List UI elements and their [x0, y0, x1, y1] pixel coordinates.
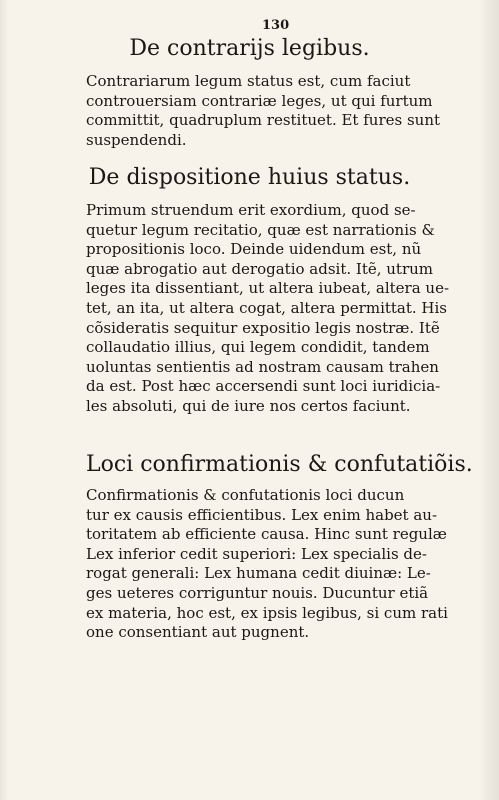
text-line: Primum struendum erit exordium, quod se-	[86, 201, 416, 219]
text-line: tet, an ita, ut altera cogat, altera permittat. His	[86, 298, 448, 317]
text-line: uoluntas sentientis ad nostram causam trahen	[86, 357, 439, 376]
text-line: tur ex causis efficientibus. Lex enim habet au-	[86, 505, 438, 524]
text-line: quæ abrogatio aut derogatio adsit. Itẽ, utrum	[86, 259, 434, 278]
section-heading-disposition: De dispositione huius status.	[88, 165, 411, 190]
text-line: ex materia, hoc est, ex ipsis legibus, si cum rati	[86, 603, 448, 622]
text-line: quetur legum recitatio, quæ est narrationis &	[86, 220, 435, 239]
page-edge-shadow	[479, 0, 499, 800]
text-line: leges ita dissentiant, ut altera iubeat, altera ue-	[86, 279, 450, 298]
text-line: one consentiant aut pugnent.	[86, 623, 310, 642]
section-heading-confirmation: Loci confirmationis & confutatiõis.	[86, 452, 473, 477]
page-number: 130	[262, 18, 290, 33]
paragraph-disposition	[86, 201, 478, 417]
text-line: cõsideratis sequitur expositio legis nostræ. Itẽ	[86, 318, 440, 337]
text-line: Lex inferior cedit superiori: Lex specialis de-	[86, 544, 427, 563]
text-line: collaudatio illius, qui legem condidit, tandem	[86, 338, 430, 357]
paragraph-confirmation	[86, 486, 478, 643]
text-line: suspendendi.	[86, 130, 187, 149]
text-line: propositionis loco. Deinde uidendum est, nũ	[86, 240, 422, 259]
page-gutter-shadow	[0, 0, 8, 800]
text-line: rogat generali: Lex humana cedit diuinæ: Le-	[86, 564, 431, 583]
text-line: da est. Post hæc accersendi sunt loci iuridicia-	[86, 377, 441, 396]
text-line: les absoluti, qui de iure nos certos faciunt.	[86, 396, 411, 415]
text-line: Contrariarum legum status est, cum faciut	[86, 72, 411, 90]
text-line: committit, quadruplum restituet. Et fures sunt	[86, 111, 441, 130]
text-line: ges ueteres corriguntur nouis. Ducuntur etiã	[86, 583, 429, 602]
section-heading-contrary-laws: De contrarijs legibus.	[129, 36, 370, 61]
text-line: toritatem ab efficiente causa. Hinc sunt regulæ	[86, 525, 447, 544]
text-line: controuersiam contrariæ leges, ut qui furtum	[86, 91, 433, 110]
paragraph-contrary-laws	[86, 72, 478, 150]
text-line: Confirmationis & confutationis loci ducun	[86, 486, 405, 504]
